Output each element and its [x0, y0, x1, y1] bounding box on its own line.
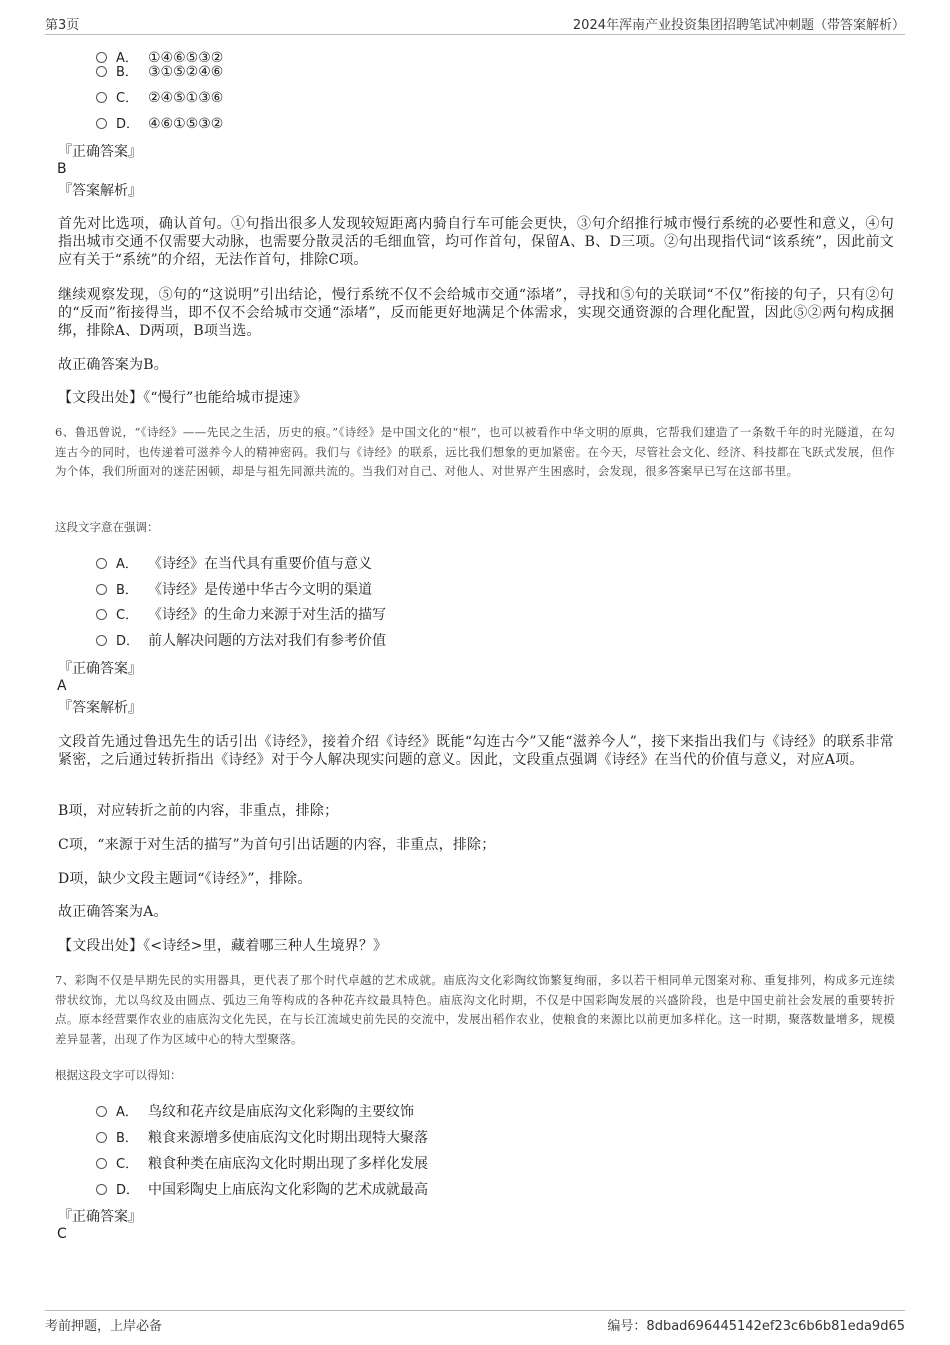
document-code-value: 8dbad696445142ef23c6b6b81eda9d65	[646, 1319, 905, 1334]
q5-analysis-label: 『答案解析』	[58, 183, 142, 199]
q7-correct-answer-label: 『正确答案』	[58, 1209, 142, 1225]
radio-icon[interactable]	[96, 1158, 107, 1169]
footer-slogan: 考前押题，上岸必备	[45, 1319, 163, 1334]
radio-icon[interactable]	[96, 1132, 107, 1143]
q5-source: 【文段出处】《“慢行”也能给城市提速》	[58, 390, 308, 406]
page-header	[45, 12, 905, 35]
q6-analysis-paragraph: B项，对应转折之前的内容，非重点，排除；	[58, 803, 339, 819]
document-code	[607, 1315, 905, 1334]
radio-icon[interactable]	[96, 584, 107, 595]
q6-option-a[interactable]: A． 《诗经》在当代具有重要价值与意义	[96, 554, 372, 574]
q6-option-d[interactable]: D． 前人解决问题的方法对我们有参考价值	[96, 631, 386, 651]
radio-icon[interactable]	[96, 92, 107, 103]
q7-option-d[interactable]: D． 中国彩陶史上庙底沟文化彩陶的艺术成就最高	[96, 1180, 428, 1200]
q6-question: 6、鲁迅曾说，“《诗经》——先民之生活，历史的痕。”《诗经》是中国文化的“根”，也可以被看作中华文明的原典，它帮我们建造了一条数千年的时光隧道，在勾连古今的同时，也传递着可滋养今人的精神密码。我们与《诗经》的联系，远比我们想象的更加紧密。在今天，尽管社会文化、经济、科技都在飞跃式发展，但作为个体，我们所面对的迷茫困顿，却是与祖先同源共流的。当我们对自己、对他人、对世界产生困惑时，会发现，很多答案早已写在这部书里。	[55, 425, 895, 478]
radio-icon[interactable]	[96, 1184, 107, 1195]
q5-option-d[interactable]: D． ④⑥①⑤③②	[96, 114, 223, 134]
document-title: 2024年浑南产业投资集团招聘笔试冲刺题（带答案解析）	[572, 18, 905, 33]
q7-question: 7、彩陶不仅是早期先民的实用器具，更代表了那个时代卓越的艺术成就。庙底沟文化彩陶纹饰繁复绚丽，多以若干相同单元图案对称、重复排列，构成多元连续带状纹饰，尤以鸟纹及由圆点、弧边三角等构成的各种花卉纹最具特色。庙底沟文化时期，不仅是中国彩陶发展的兴盛阶段，也是中国史前社会发展的重要转折点。原本经营粟作农业的庙底沟文化先民，在与长江流域史前先民的交流中，发展出稻作农业，使粮食的来源比以前更加多样化。这一时期，聚落数量增多，规模差异显著，出现了作为区域中心的特大型聚落。	[55, 973, 895, 1046]
radio-icon[interactable]	[96, 118, 107, 129]
q6-option-c[interactable]: C． 《诗经》的生命力来源于对生活的描写	[96, 605, 386, 625]
q5-option-a[interactable]: A． ①④⑥⑤③②	[96, 48, 223, 68]
q6-analysis-paragraph: D项，缺少文段主题词“《诗经》”，排除。	[58, 871, 312, 887]
q6-option-b[interactable]: B． 《诗经》是传递中华古今文明的渠道	[96, 580, 372, 600]
page-number: 第3页	[45, 18, 80, 33]
q5-correct-answer-label: 『正确答案』	[58, 144, 142, 160]
q5-analysis-paragraph: 首先对比选项，确认首句。①句指出很多人发现较短距离内骑自行车可能会更快，③句介绍推行城市慢行系统的必要性和意义，④句指出城市交通不仅需要大动脉，也需要分散灵活的毛细血管，均可作首句，保留A、B、D三项。②句出现指代词“该系统”，因此前文应有关于“系统”的介绍，无法作首句，排除C项。	[58, 216, 894, 268]
q7-option-c[interactable]: C． 粮食种类在庙底沟文化时期出现了多样化发展	[96, 1154, 428, 1174]
q6-correct-answer: A	[57, 678, 67, 694]
q5-option-b[interactable]: B． ③①⑤②④⑥	[96, 62, 223, 82]
q5-analysis-paragraph: 继续观察发现，⑤句的“这说明”引出结论，慢行系统不仅不会给城市交通“添堵”，寻找和⑤句的关联词“不仅”衔接的句子，只有②句的“反而”衔接得当，即不仅不会给城市交通“添堵”，反而能更好地满足个体需求，实现交通资源的合理化配置，因此⑤②两句构成捆绑，排除A、D两项，B项当选。	[58, 287, 894, 339]
q6-analysis-paragraph: 故正确答案为A。	[58, 904, 168, 920]
q6-source: 【文段出处】《<诗经>里，藏着哪三种人生境界？》	[58, 938, 388, 954]
radio-icon[interactable]	[96, 66, 107, 77]
radio-icon[interactable]	[96, 635, 107, 646]
document-code-label: 编号：	[607, 1319, 647, 1334]
q5-correct-answer: B	[57, 161, 67, 177]
radio-icon[interactable]	[96, 609, 107, 620]
q7-correct-answer: C	[57, 1226, 67, 1242]
q6-analysis-paragraph: C项，“来源于对生活的描写”为首句引出话题的内容，非重点，排除；	[58, 837, 496, 853]
q6-analysis-paragraph: 文段首先通过鲁迅先生的话引出《诗经》，接着介绍《诗经》既能“勾连古今”又能“滋养今人”，接下来指出我们与《诗经》的联系非常紧密，之后通过转折指出《诗经》对于今人解决现实问题的意义。因此，文段重点强调《诗经》在当代的价值与意义，对应A项。	[58, 734, 894, 768]
radio-icon[interactable]	[96, 558, 107, 569]
q7-option-a[interactable]: A． 鸟纹和花卉纹是庙底沟文化彩陶的主要纹饰	[96, 1102, 414, 1122]
radio-icon[interactable]	[96, 1106, 107, 1117]
page-footer	[45, 1310, 905, 1335]
q7-prompt: 根据这段文字可以得知：	[55, 1068, 182, 1082]
q5-analysis-paragraph: 故正确答案为B。	[58, 357, 168, 373]
q5-option-c[interactable]: C． ②④⑤①③⑥	[96, 88, 223, 108]
q6-correct-answer-label: 『正确答案』	[58, 661, 142, 677]
q6-analysis-label: 『答案解析』	[58, 700, 142, 716]
q7-option-b[interactable]: B． 粮食来源增多使庙底沟文化时期出现特大聚落	[96, 1128, 428, 1148]
q6-prompt: 这段文字意在强调：	[55, 520, 159, 534]
